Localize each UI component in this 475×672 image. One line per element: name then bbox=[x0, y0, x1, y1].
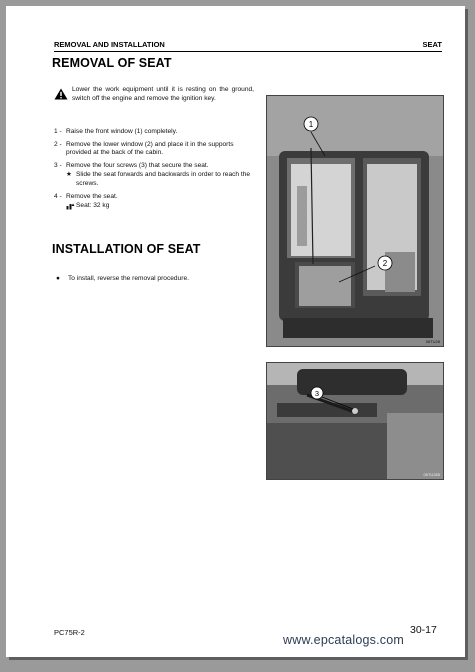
star-icon: ★ bbox=[66, 171, 72, 179]
footer-model: PC75R-2 bbox=[54, 628, 85, 637]
header-section: REMOVAL AND INSTALLATION bbox=[54, 40, 165, 49]
step-number: 2 - bbox=[54, 140, 62, 148]
seat-photo-code: 06TU285 bbox=[423, 472, 440, 477]
step-2 bbox=[54, 141, 254, 158]
installation-text: To install, reverse the removal procedure. bbox=[68, 275, 189, 282]
step-3-note bbox=[66, 171, 254, 188]
warning-block bbox=[54, 86, 254, 103]
step-number: 4 - bbox=[54, 192, 62, 200]
callout-2: 2 bbox=[382, 259, 388, 268]
removal-title: REMOVAL OF SEAT bbox=[52, 56, 172, 70]
seat-illustration bbox=[267, 363, 443, 479]
seat-screws-photo bbox=[266, 362, 444, 480]
removal-steps bbox=[54, 128, 254, 215]
bullet-icon: ● bbox=[56, 275, 60, 282]
cabin-illustration bbox=[267, 96, 443, 346]
cabin-photo bbox=[266, 95, 444, 347]
callout-3: 3 bbox=[314, 389, 320, 398]
warning-icon bbox=[54, 88, 68, 100]
step-1 bbox=[54, 128, 254, 137]
warning-text: Lower the work equipment until it is resting on the ground, switch off the engine and remove the ignition key. bbox=[72, 86, 254, 102]
note-text: Slide the seat forwards and backwards in order to reach the screws. bbox=[76, 171, 251, 187]
step-number: 1 - bbox=[54, 128, 62, 135]
step-text: Remove the lower window (2) and place it in the supports provided at the back of the cabin. bbox=[66, 140, 234, 157]
step-3 bbox=[54, 162, 254, 189]
step-text: Remove the four screws (3) that secure the seat. bbox=[66, 161, 209, 169]
weight-icon bbox=[66, 203, 75, 210]
installation-bullet bbox=[54, 275, 254, 282]
weight-text: Seat: 32 kg bbox=[76, 202, 110, 210]
step-text: Raise the front window (1) completely. bbox=[66, 128, 178, 135]
step-4-weight bbox=[66, 202, 254, 211]
step-number: 3 - bbox=[54, 161, 62, 169]
watermark-link[interactable]: www.epcatalogs.com bbox=[283, 633, 405, 647]
installation-title: INSTALLATION OF SEAT bbox=[52, 242, 201, 256]
footer-page-number: 30-17 bbox=[410, 624, 437, 636]
step-text: Remove the seat. bbox=[66, 192, 118, 200]
callout-1: 1 bbox=[308, 120, 314, 129]
page-header bbox=[54, 39, 442, 52]
cabin-photo-code: 06TU28 bbox=[425, 339, 440, 344]
step-4 bbox=[54, 193, 254, 211]
header-topic: SEAT bbox=[422, 40, 442, 49]
